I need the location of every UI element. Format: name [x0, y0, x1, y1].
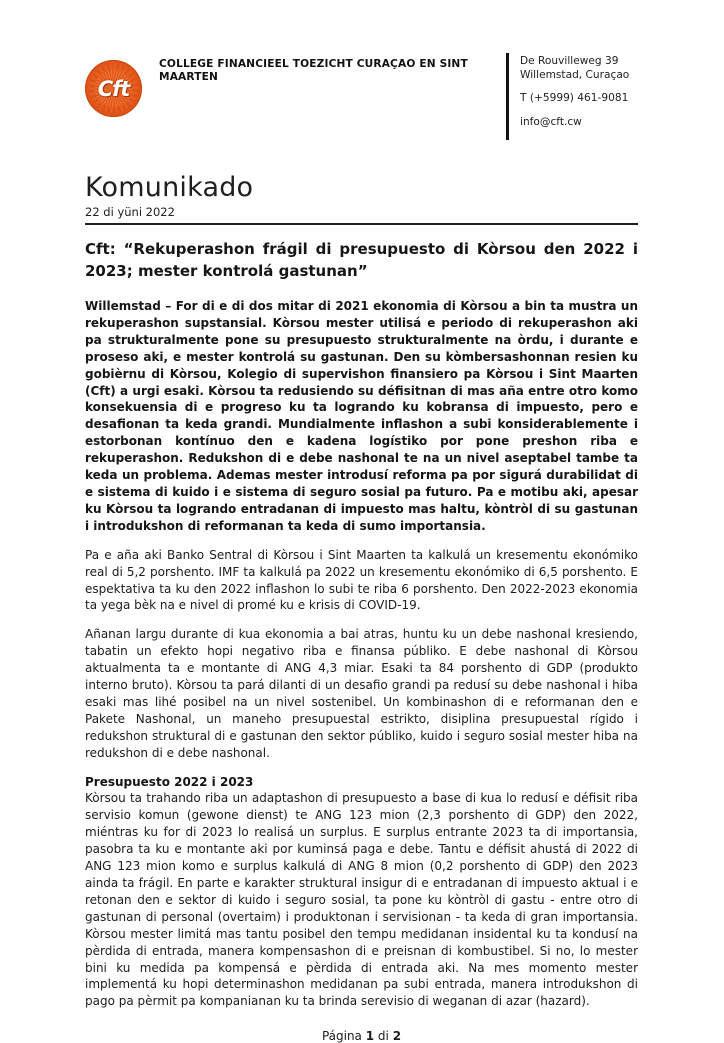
page-label: Página: [321, 1029, 366, 1043]
page-number-footer: [85, 1029, 638, 1043]
document-date: 22 di yüni 2022: [85, 205, 175, 219]
paragraph-economic-growth: Pa e aña aki Banko Sentral di Kòrsou i Sint Maarten ta kalkulá un kresementu ekonómiko real di 5,2 porshento. IMF ta kalkulá pa 2022 un kresementu ekonómiko di 6,5 porshento. E espektativa ta ku den 2022 inflashon lo subi te riba 6 porshento. Den 2022-2023 ekonomia ta yega bèk na e nivel di promé ku e krisis di COVID-19.: [85, 547, 638, 613]
section-heading-budget: Presupuesto 2022 i 2023: [85, 774, 254, 789]
cft-logo-circle: [85, 60, 142, 117]
page-total: 2: [392, 1029, 402, 1043]
contact-gap: [520, 106, 638, 116]
paragraph-budget-details: Kòrsou ta trahando riba un adaptashon di presupuesto a base di kua lo redusí e défisit riba servisio komun (gewone dienst) te ANG 123 mion (2,3 porshento di GDP) den 2022, miéntras ku for di 2023 lo realisá un surplus. E surplus entrante 2023 ta di importansia, pasobra ta ku e montante aki por kuminsá paga e debe. Tantu e défisit ahustá di 2022 di ANG 123 mion komo e surplus kalkulá di ANG 8 mion (0,2 porshento di GDP) den 2023 ainda ta frágil. En parte e karakter struktural insigur di e entradanan di impuesto aktual i e retonan den e sektor di kuido i seguro sosial, ta pone ku kòntròl di gastu - entre otro di gastunan di personal (overtaim) i produktonan i servisionan - ta keda di gran importansia. Kòrsou mester limitá mas tantu posibel den tempu medidanan insidental ku ta kondusí na pèrdida di entrada, manera kompensashon di e preisnan di kombustibel. Si no, lo mester bini ku medida pa kompensá e pèrdida di entrada aki. Na mes momento mester implementá ku hopi determinashon medidanan pa subi entrada, manera introdukshon di pago pa pèrmit pa kompanianan ku ta brinda serevisio di weganan di azar (hazard).: [85, 791, 638, 1009]
cft-logo-text: Cft: [97, 76, 130, 101]
phone-number: T (+5999) 461-9081: [520, 92, 629, 104]
lead-paragraph: Willemstad – For di e di dos mitar di 2021 ekonomia di Kòrsou a bin ta mustra un rekuperashon supstansial. Kòrsou mester utilisá e periodo di rekuperashon aki pa strukturalmente pone su presupuesto strukturalmente na òrdu, i durante e proseso aki, e mester kontrolá su gastunan. Den su kòmbersashonnan resien ku gobièrnu di Kòrsou, Kolegio di supervishon finansiero pa Kòrsou i Sint Maarten (Cft) a urgi esaki. Kòrsou ta redusiendo su défisitnan di mas aña entre otro komo konsekuensia di e progreso ku ta logrando ku kobransa di impuesto, pero e desafionan ta keda grandi. Mundialmente inflashon a subi konsiderablemente i estorbonan kontínuo den e kadena logístiko por pone preshon riba e rekuperashon. Redukshon di e debe nashonal te na un nivel aseptabel tambe ta keda un problema. Ademas mester introdusí reforma pa por sigurá durabilidat di e sistema di kuido i e sistema di seguro sosial pa futuro. Pa e motibu aki, apesar ku Kòrsou ta logrando entradanan di impuesto mas haltu, kòntròl di su gastunan i introdukshon di reformanan ta keda di sumo importansia.: [85, 299, 638, 533]
company-name: COLLEGE FINANCIEEL TOEZICHT CURAÇAO EN SINT MAARTEN: [159, 58, 468, 83]
letterhead: [85, 48, 638, 140]
contact-gap: [520, 82, 638, 92]
email-address: info@cft.cw: [520, 115, 582, 128]
address-line-1: De Rouvilleweg 39: [520, 55, 619, 67]
title-rule: [85, 223, 638, 225]
page-separator: di: [374, 1029, 393, 1043]
address-line-2: Willemstad, Curaçao: [520, 68, 630, 81]
contact-block: [509, 48, 638, 129]
document-title: Komunikado: [85, 172, 254, 203]
cft-logo: [85, 48, 159, 117]
page-current: 1: [365, 1029, 375, 1043]
headline: Cft: “Rekuperashon frágil di presupuesto di Kòrsou den 2022 i 2023; mester kontrolá gastunan”: [85, 240, 638, 280]
paragraph-national-debt: Añanan largu durante di kua ekonomia a bai atras, huntu ku un debe nashonal kresiendo, tabatin un efekto hopi negativo riba e finansa públiko. E debe nashonal di Kòrsou aktualmenta ta e montante di ANG 4,3 miar. Esaki ta 84 porshento di GDP (produkto interno bruto). Kòrsou ta pará dilanti di un desafio grandi pa redusí su debe nashonal i hiba esaki mas lihé posibel na un nivel sostenibel. Un kombinashon di e reformanan den e Pakete Nashonal, un maneho presupuestal estrikto, disiplina presupuestal rígido i redukshon struktural di e gastunan den sektor públiko, kuido i seguro sosial mester hiba na redukshon di e debe nashonal.: [85, 627, 638, 760]
